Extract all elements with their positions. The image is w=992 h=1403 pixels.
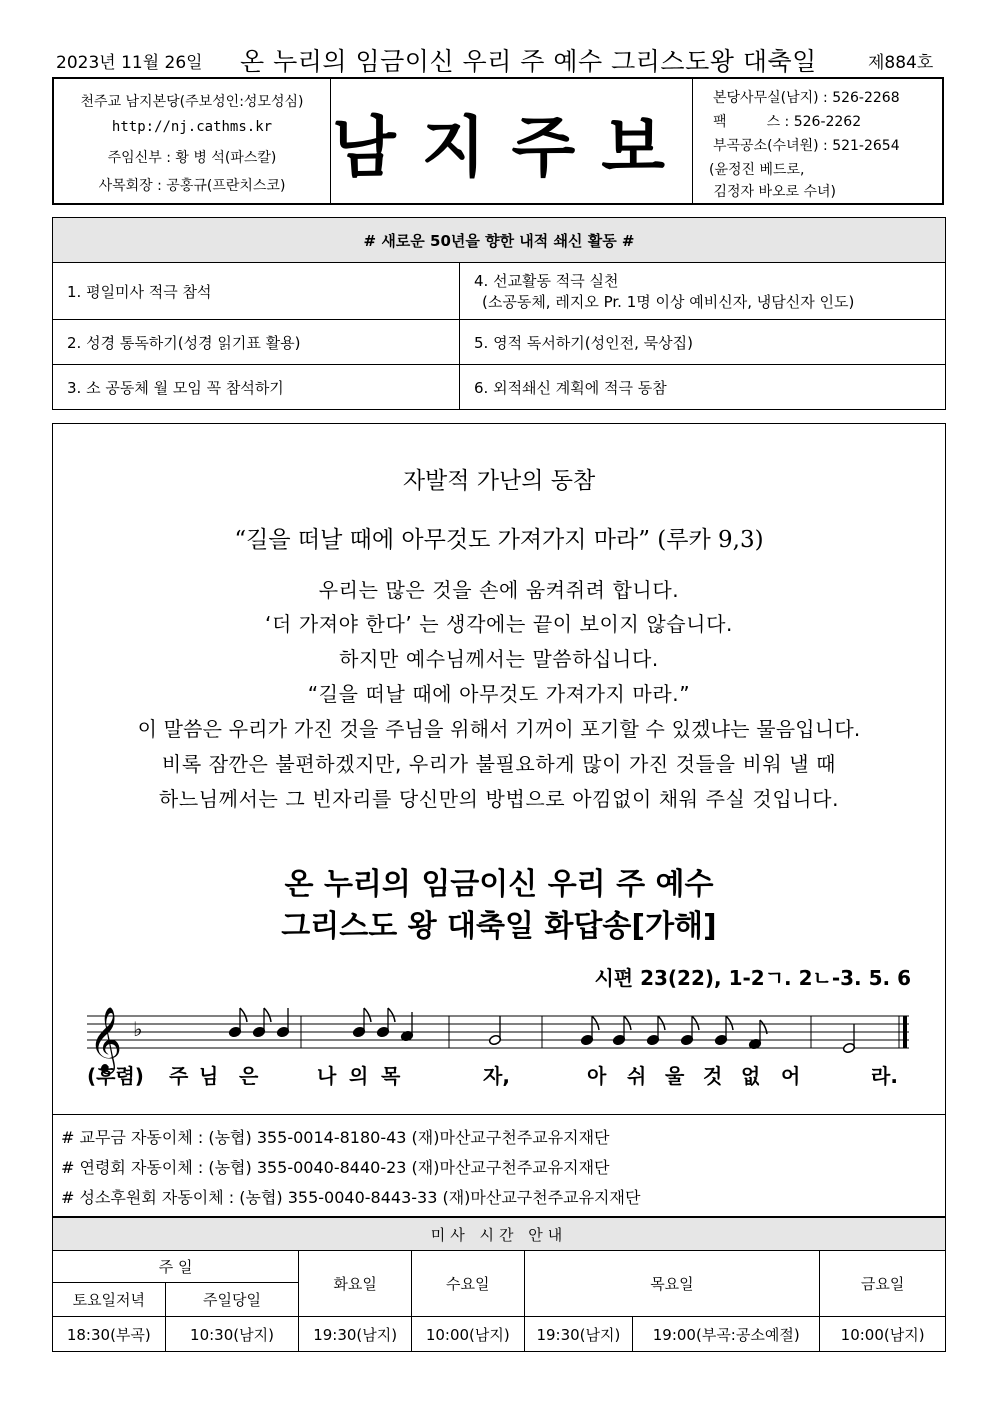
contact-info (692, 79, 944, 203)
issue-date: 2023년 11월 26일 (56, 53, 203, 73)
meditation-line: ‘더 가져야 한다’ 는 생각에는 끝이 보이지 않습니다. (265, 612, 733, 636)
activity-item: 2. 성경 통독하기(성경 읽기표 활용) (53, 320, 460, 365)
lyric-syllable: 의 (349, 1064, 369, 1088)
lyric-syllable: 주 (169, 1064, 189, 1088)
lyric-syllable: 자, (483, 1064, 510, 1088)
lyric-syllable: 님 (199, 1064, 219, 1088)
note-flag (624, 1016, 631, 1030)
sunday-day-header: 주일당일 (165, 1283, 299, 1317)
note-flag (264, 1008, 271, 1022)
thursday-header: 목요일 (524, 1251, 820, 1317)
lyric-syllable: 아 (587, 1064, 607, 1088)
wednesday-header: 수요일 (411, 1251, 524, 1317)
activity-item (460, 263, 946, 320)
psalm-title (53, 864, 945, 948)
parish-url[interactable]: http://nj.cathms.kr (111, 119, 273, 135)
flat-icon: ♭ (133, 1017, 143, 1041)
mass-time: 10:30(남지) (165, 1317, 299, 1352)
bank-line: # 연령회 자동이체 : (농협) 355-0040-8440-23 (재)마산교구천주교유지재단 (61, 1158, 610, 1177)
auto-transfer-info (53, 1114, 945, 1207)
bulletin-logo: 남지주보 (331, 107, 692, 186)
psalm-refrain-lyrics (87, 1060, 927, 1090)
activity-item: 1. 평일미사 적극 참석 (53, 263, 460, 320)
lyric-syllable: 쉬 (627, 1064, 647, 1088)
fax-number: 팩 스 : 526-2262 (713, 114, 862, 130)
lyric-syllable: 것 (703, 1064, 723, 1088)
mass-time: 10:00(남지) (411, 1317, 524, 1352)
lyric-syllable: 목 (381, 1064, 401, 1088)
feast-title: 온 누리의 임금이신 우리 주 예수 그리스도왕 대축일 (240, 47, 817, 76)
mission-phone: 부곡공소(수녀원) : 521-2654 (713, 138, 900, 154)
mass-time: 10:00(남지) (820, 1317, 946, 1352)
main-content-box (52, 423, 946, 1217)
note-flag (240, 1008, 247, 1022)
activity-item: 5. 영적 독서하기(성인전, 묵상집) (460, 320, 946, 365)
lyric-syllable: 라. (871, 1064, 898, 1088)
scripture-quote: “길을 떠날 때에 아무것도 가져가지 마라” (루카 9,3) (234, 527, 764, 553)
lyric-syllable: 나 (317, 1064, 337, 1088)
renewal-activities-table (52, 217, 946, 410)
lyric-syllable: (후렴) (87, 1064, 144, 1088)
parish-info (54, 79, 331, 203)
psalm-reference: 시편 23(22), 1-2ㄱ. 2ㄴ-3. 5. 6 (594, 966, 911, 990)
masthead (52, 77, 944, 205)
treble-clef-icon: 𝄞 (89, 1007, 123, 1072)
mass-time: 18:30(부곡) (53, 1317, 166, 1352)
note-flag (692, 1016, 699, 1030)
mass-time: 19:30(남지) (299, 1317, 412, 1352)
sisters-line-2: 김정자 바오로 수녀) (709, 184, 837, 200)
lyric-syllable: 어 (781, 1064, 801, 1088)
sunday-header: 주 일 (53, 1251, 299, 1283)
meditation-line: 우리는 많은 것을 손에 움켜쥐려 합니다. (318, 578, 680, 602)
office-phone: 본당사무실(남지) : 526-2268 (713, 90, 900, 106)
note-flag (726, 1016, 733, 1030)
meditation-line: 이 말씀은 우리가 가진 것을 주님을 위해서 기꺼이 포기할 수 있겠냐는 물음입니다. (137, 717, 861, 741)
activity-item-title: 4. 선교활동 적극 실천 (474, 272, 619, 290)
meditation-line: 비록 잠깐은 불편하겠지만, 우리가 불필요하게 많이 가진 것들을 비워 낼 때 (161, 752, 837, 776)
activity-item: 6. 외적쇄신 계획에 적극 동참 (460, 365, 946, 410)
pastor: 주임신부 : 황 병 석(파스칼) (107, 150, 277, 166)
council-president: 사목회장 : 공홍규(프란치스코) (98, 178, 286, 194)
friday-header: 금요일 (820, 1251, 946, 1317)
psalm-title-line-1: 온 누리의 임금이신 우리 주 예수 (284, 867, 714, 902)
note-flag (364, 1008, 371, 1022)
meditation-line: 하느님께서는 그 빈자리를 당신만의 방법으로 아낌없이 채워 주실 것입니다. (158, 787, 840, 811)
meditation-line: “길을 떠날 때에 아무것도 가져가지 마라.” (307, 682, 691, 706)
meditation-title: 자발적 가난의 동참 (402, 468, 596, 494)
saturday-evening-header: 토요일저녁 (53, 1283, 166, 1317)
mass-time: 19:30(남지) (524, 1317, 633, 1352)
sisters-line-1: (윤정진 베드로, (709, 162, 805, 178)
activity-item-detail: (소공동체, 레지오 Pr. 1명 이상 예비신자, 냉담신자 인도) (482, 293, 855, 311)
tuesday-header: 화요일 (299, 1251, 412, 1317)
lyric-syllable: 없 (741, 1064, 761, 1088)
activities-heading: # 새로운 50년을 향한 내적 쇄신 활동 # (53, 218, 946, 263)
mass-schedule-table (52, 1217, 946, 1352)
bank-line: # 성소후원회 자동이체 : (농협) 355-0040-8443-33 (재)마산교구천주교유지재단 (61, 1188, 641, 1207)
note-flag (388, 1008, 395, 1022)
mass-time: 19:00(부곡:공소예절) (633, 1317, 820, 1352)
issue-number: 제884호 (868, 53, 934, 73)
parish-name: 천주교 남지본당(주보성인:성모성심) (80, 94, 304, 110)
psalm-title-line-2: 그리스도 왕 대축일 화답송[가해] (281, 909, 717, 944)
activity-item: 3. 소 공동체 월 모임 꼭 참석하기 (53, 365, 460, 410)
note-flag (658, 1016, 665, 1030)
lyric-syllable: 은 (239, 1064, 259, 1088)
bank-line: # 교무금 자동이체 : (농협) 355-0014-8180-43 (재)마산교구천주교유지재단 (61, 1128, 610, 1147)
schedule-title: 미사 시간 안내 (53, 1218, 946, 1251)
note-flag (592, 1016, 599, 1030)
lyric-syllable: 울 (665, 1064, 685, 1088)
meditation-line: 하지만 예수님께서는 말씀하십니다. (339, 647, 659, 671)
